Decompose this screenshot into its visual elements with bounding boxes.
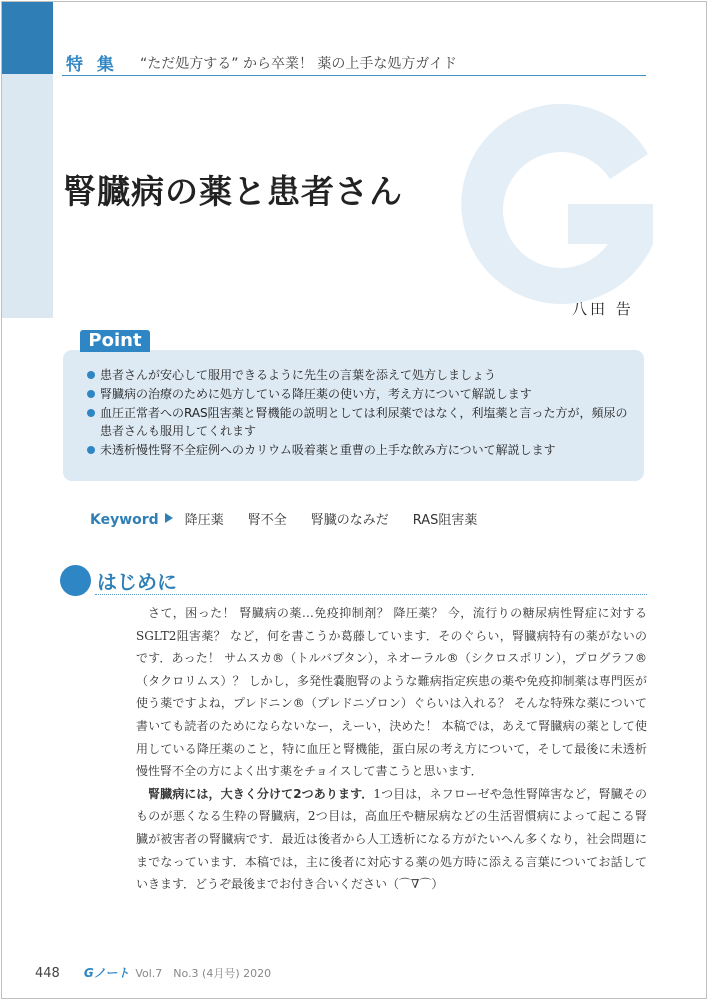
keyword-row [90, 509, 501, 528]
keyword-item: 腎不全 [247, 513, 287, 528]
bullet-icon [87, 390, 95, 398]
paragraph-rest: 1つ目は，ネフローゼや急性腎障害など，腎臓そのものが悪くなる生粋の腎臓病，2つ目は，高血圧や糖尿病などの生活習慣病によって起こる腎臓が被害者の腎臓病です．最近は後者から人工透析になる方がたいへん多くなり，社会問題にまでなっています．本稿では，主に後者に対応する薬の処方時に添える言葉についてお話していきます．どうぞ最後までお付き合いください（⌒∇⌒） [136, 786, 647, 892]
g-logo-watermark-icon [438, 84, 683, 334]
paragraph-lead: 腎臓病には，大きく分けて2つあります． [148, 786, 374, 801]
keyword-item: 降圧薬 [184, 513, 224, 528]
bullet-icon [87, 409, 95, 417]
paragraph: さて，困った！ 腎臓病の薬…免疫抑制剤？ 降圧薬？ 今，流行りの糖尿病性腎症に対するSGLT2阻害薬？ など，何を書こうか葛藤しています．そのぐらい，腎臓病特有の薬がないのです．あった！ サムスカ®（トルバプタン），ネオーラル®（シクロスポリン），プログラフ®（タクロリムス）？ しかし，多発性嚢胞腎のような難病指定疾患の薬や免疫抑制薬は専門医が使う薬ですよね，プレドニン®（プレドニゾロン）ぐらいは入れる？ そんな特殊な薬について書いても読者のためにならないなー，えーい，決めた！ 本稿では，あえて腎臓病の薬として使用している降圧薬のこと，特に血圧と腎機能，蛋白尿の考え方について，そして最後に未透析慢性腎不全の方によく出す薬をチョイスして書こうと思います． [136, 606, 647, 779]
keyword-label: Keyword [90, 512, 159, 528]
point-item: 腎臓病の治療のために処方している降圧薬の使い方，考え方について解説します [87, 385, 639, 403]
point-label: Point [80, 330, 150, 352]
section-marker-icon [60, 565, 91, 596]
triangle-right-icon [165, 513, 173, 523]
feature-label: 特 集 [66, 55, 118, 75]
point-item: 血圧正常者へのRAS阻害薬と腎機能の説明としては利尿薬ではなく，利塩薬と言った方が，頻尿の患者さんも服用してくれます [87, 404, 639, 440]
page-number: 448 [35, 966, 60, 981]
point-item: 患者さんが安心して服用できるように先生の言葉を添えて処方しましょう [87, 366, 639, 384]
keyword-item: RAS阻害薬 [412, 513, 478, 528]
section-title: はじめに [97, 570, 177, 594]
body-text [136, 602, 647, 896]
journal-brand: Gノート [83, 966, 130, 980]
keyword-item: 腎臓のなみだ [310, 513, 389, 528]
paragraph [136, 783, 647, 896]
article-title: 腎臓病の薬と患者さん [63, 172, 403, 211]
side-band-accent [2, 2, 53, 74]
point-item: 未透析慢性腎不全症例へのカリウム吸着薬と重曹の上手な飲み方について解説します [87, 441, 639, 459]
point-list [87, 366, 639, 460]
page-footer [35, 964, 271, 981]
bullet-icon [87, 371, 95, 379]
bullet-icon [87, 446, 95, 454]
header-rule [62, 75, 646, 76]
author-name: 八田 告 [572, 300, 634, 318]
feature-title: “ただ処方する” から卒業！ 薬の上手な処方ガイド [140, 56, 457, 72]
issue-info: Vol.7 No.3 (4月号) 2020 [135, 967, 272, 980]
section-rule [95, 594, 647, 595]
